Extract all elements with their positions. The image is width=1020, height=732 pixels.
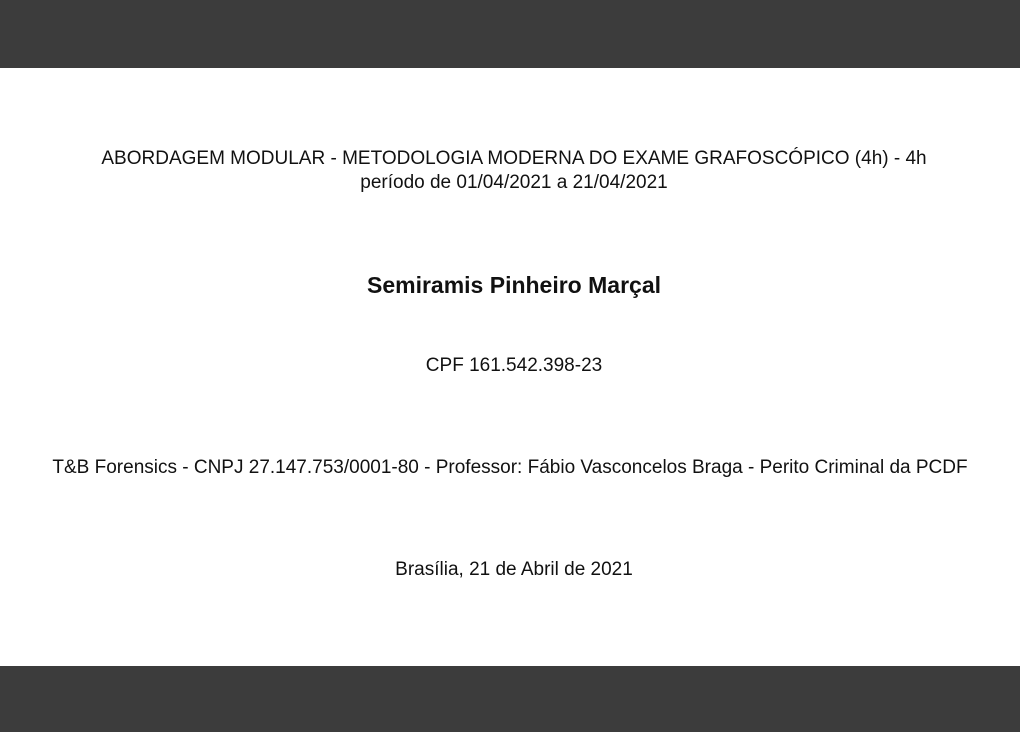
course-title: ABORDAGEM MODULAR - METODOLOGIA MODERNA DO EXAME GRAFOSCÓPICO (4h) - 4h (101, 148, 927, 169)
recipient-cpf: CPF 161.542.398-23 (425, 355, 603, 376)
issuer-line: T&B Forensics - CNPJ 27.147.753/0001-80 - Professor: Fábio Vasconcelos Braga - Perito Criminal da PCDF (52, 457, 968, 478)
top-frame-bar (0, 0, 1020, 68)
bottom-frame-bar (0, 666, 1020, 732)
recipient-name: Semiramis Pinheiro Marçal (366, 272, 661, 298)
certificate-page (0, 68, 1020, 666)
course-period: período de 01/04/2021 a 21/04/2021 (360, 172, 668, 193)
place-date: Brasília, 21 de Abril de 2021 (395, 559, 633, 580)
